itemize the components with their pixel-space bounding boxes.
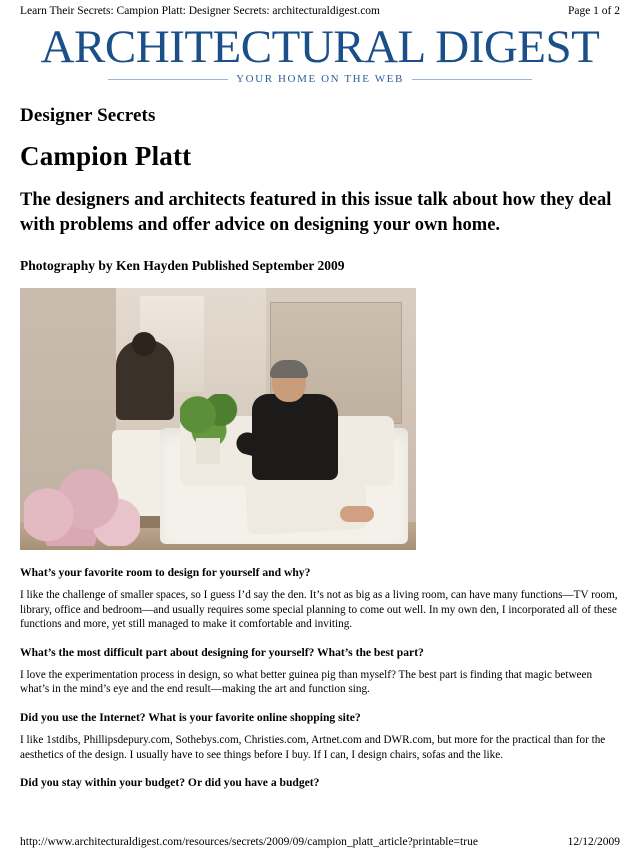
print-footer-date: 12/12/2009 <box>567 836 620 848</box>
qa-question: Did you stay within your budget? Or did you have a budget? <box>20 776 320 790</box>
photo-subject-foot <box>340 506 374 522</box>
photo-coral-sculpture <box>24 442 140 546</box>
masthead-rule-right <box>412 79 532 80</box>
qa-question: Did you use the Internet? What is your favorite online shopping site? <box>20 710 361 724</box>
print-header <box>20 0 620 18</box>
qa-question: What’s the most difficult part about designing for yourself? What’s the best part? <box>20 645 424 659</box>
qa-answer: I like 1stdibs, Phillipsdepury.com, Sothebys.com, Christies.com, Artnet.com and DWR.com, but more for the practical than for the aesthetics of the design. I usually have to see things before I buy. If I can, I design chairs, sofas and the like. <box>20 733 606 761</box>
masthead-tagline-row <box>20 73 620 85</box>
photo-plant-pot <box>196 438 220 464</box>
print-footer <box>20 836 620 848</box>
article-kicker: Designer Secrets <box>20 105 156 126</box>
masthead-tagline: YOUR HOME ON THE WEB <box>236 73 404 85</box>
print-header-page-number: Page 1 of 2 <box>567 5 620 17</box>
qa-answer: I love the experimentation process in design, so what better guinea pig than myself? The best part is finding that magic between what’s in the mind’s eye and the end result—making the art and function sing. <box>20 668 593 696</box>
article-photo <box>20 288 416 550</box>
article-dek: The designers and architects featured in this issue talk about how they deal with problems and offer advice on designing your own home. <box>20 190 612 235</box>
photo-subject-hair <box>270 360 308 378</box>
article-credit: Photography by Ken Hayden Published September 2009 <box>20 258 345 273</box>
page-title: Campion Platt <box>20 141 192 171</box>
masthead-rule-left <box>108 79 228 80</box>
article <box>20 105 620 790</box>
qa-answer: I like the challenge of smaller spaces, so I guess I’d say the den. It’s not as big as a living room, can have many functions—TV room, library, office and bedroom—and usually requires some special planning to come out well. In my own den, I incorporated all of these functions and more, yet still managed to make it comfortable and inviting. <box>20 589 618 631</box>
photo-background-figure-head <box>132 332 156 356</box>
print-header-title: Learn Their Secrets: Campion Platt: Designer Secrets: architecturaldigest.com <box>20 5 381 17</box>
masthead-logo: ARCHITECTURAL DIGEST <box>40 21 600 73</box>
qa-section <box>20 566 620 790</box>
print-footer-url: http://www.architecturaldigest.com/resources/secrets/2009/09/campion_platt_article?printable=true <box>20 836 478 848</box>
masthead <box>20 22 620 85</box>
qa-question: What’s your favorite room to design for yourself and why? <box>20 566 311 579</box>
